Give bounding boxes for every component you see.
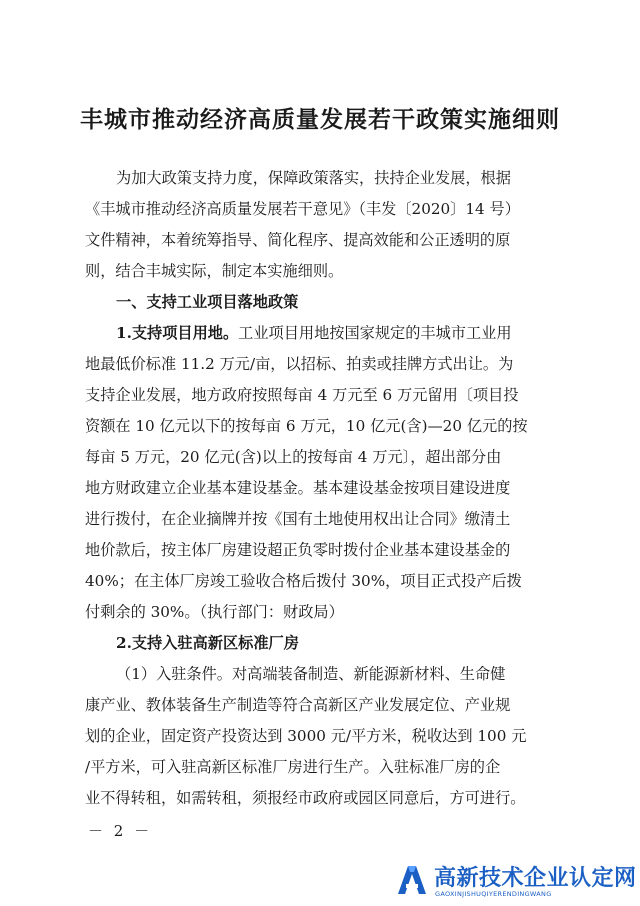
intro-line: 文件精神，本着统筹指导、简化程序、提高效能和公正透明的原 <box>85 231 511 249</box>
item-1-line: 进行拨付，在企业摘牌并按《国有土地使用权出让合同》缴清土 <box>85 510 511 528</box>
item-1-line: 资额在 10 亿元以下的按每亩 6 万元，10 亿元(含)—20 亿元的按 <box>85 417 528 435</box>
intro-line: 为加大政策支持力度，保障政策落实，扶持企业发展，根据 <box>116 169 511 187</box>
item-2-line: 康产业、教体装备生产制造等符合高新区产业发展定位、产业规 <box>85 696 511 714</box>
item-1-line: 40%；在主体厂房竣工验收合格后拨付 30%，项目正式投产后拨 <box>85 572 522 590</box>
item-2-line: /平方米，可入驻高新区标准厂房进行生产。入驻标准厂房的企 <box>85 758 501 776</box>
item-2-line: 划的企业，固定资产投资达到 3000 元/平方米，税收达到 100 元 <box>85 727 527 745</box>
item-1-first-line <box>85 318 575 349</box>
item-1-line: 地最低价标准 11.2 万元/亩，以招标、拍卖或挂牌方式出让。为 <box>85 355 514 373</box>
intro-line: 《丰城市推动经济高质量发展若干意见》（丰发〔2020〕14 号） <box>85 200 520 218</box>
item-1-heading: 1.支持项目用地。 <box>116 324 239 342</box>
item-1-line: 支持企业发展，地方政府按照每亩 4 万元至 6 万元留用〔项目投 <box>85 386 519 404</box>
item-1-line: 地方财政建立企业基本建设基金。基本建设基金按项目建设进度 <box>85 479 511 497</box>
page-number: － 2 － <box>88 822 153 840</box>
item-1-line: 每亩 5 万元，20 亿元(含)以上的按每亩 4 万元〕，超出部分由 <box>85 448 502 466</box>
watermark-logo-icon <box>394 862 430 898</box>
item-2-line: （1）入驻条件。对高端装备制造、新能源新材料、生命健 <box>116 665 506 683</box>
item-2-line: 业不得转租，如需转租，须报经市政府或园区同意后，方可进行。 <box>85 789 526 807</box>
watermark-text: 高新技术企业认定网 <box>434 866 637 891</box>
document-body <box>85 163 575 814</box>
watermark-subtext: GAOXINJISHUQIYERENDINGWANG <box>435 890 552 898</box>
item-2-heading: 2.支持入驻高新区标准厂房 <box>116 634 299 652</box>
document-title: 丰城市推动经济高质量发展若干政策实施细则 <box>80 106 560 133</box>
item-1-line: 付剩余的 30%。（执行部门：财政局） <box>85 603 344 621</box>
item-1-text: 工业项目用地按国家规定的丰城市工业用 <box>238 324 512 342</box>
watermark <box>394 860 637 906</box>
intro-line: 则，结合丰城实际，制定本实施细则。 <box>85 262 344 280</box>
item-1-line: 地价款后，按主体厂房建设超正负零时拨付企业基本建设基金的 <box>85 541 511 559</box>
section-heading: 一、支持工业项目落地政策 <box>116 293 299 311</box>
